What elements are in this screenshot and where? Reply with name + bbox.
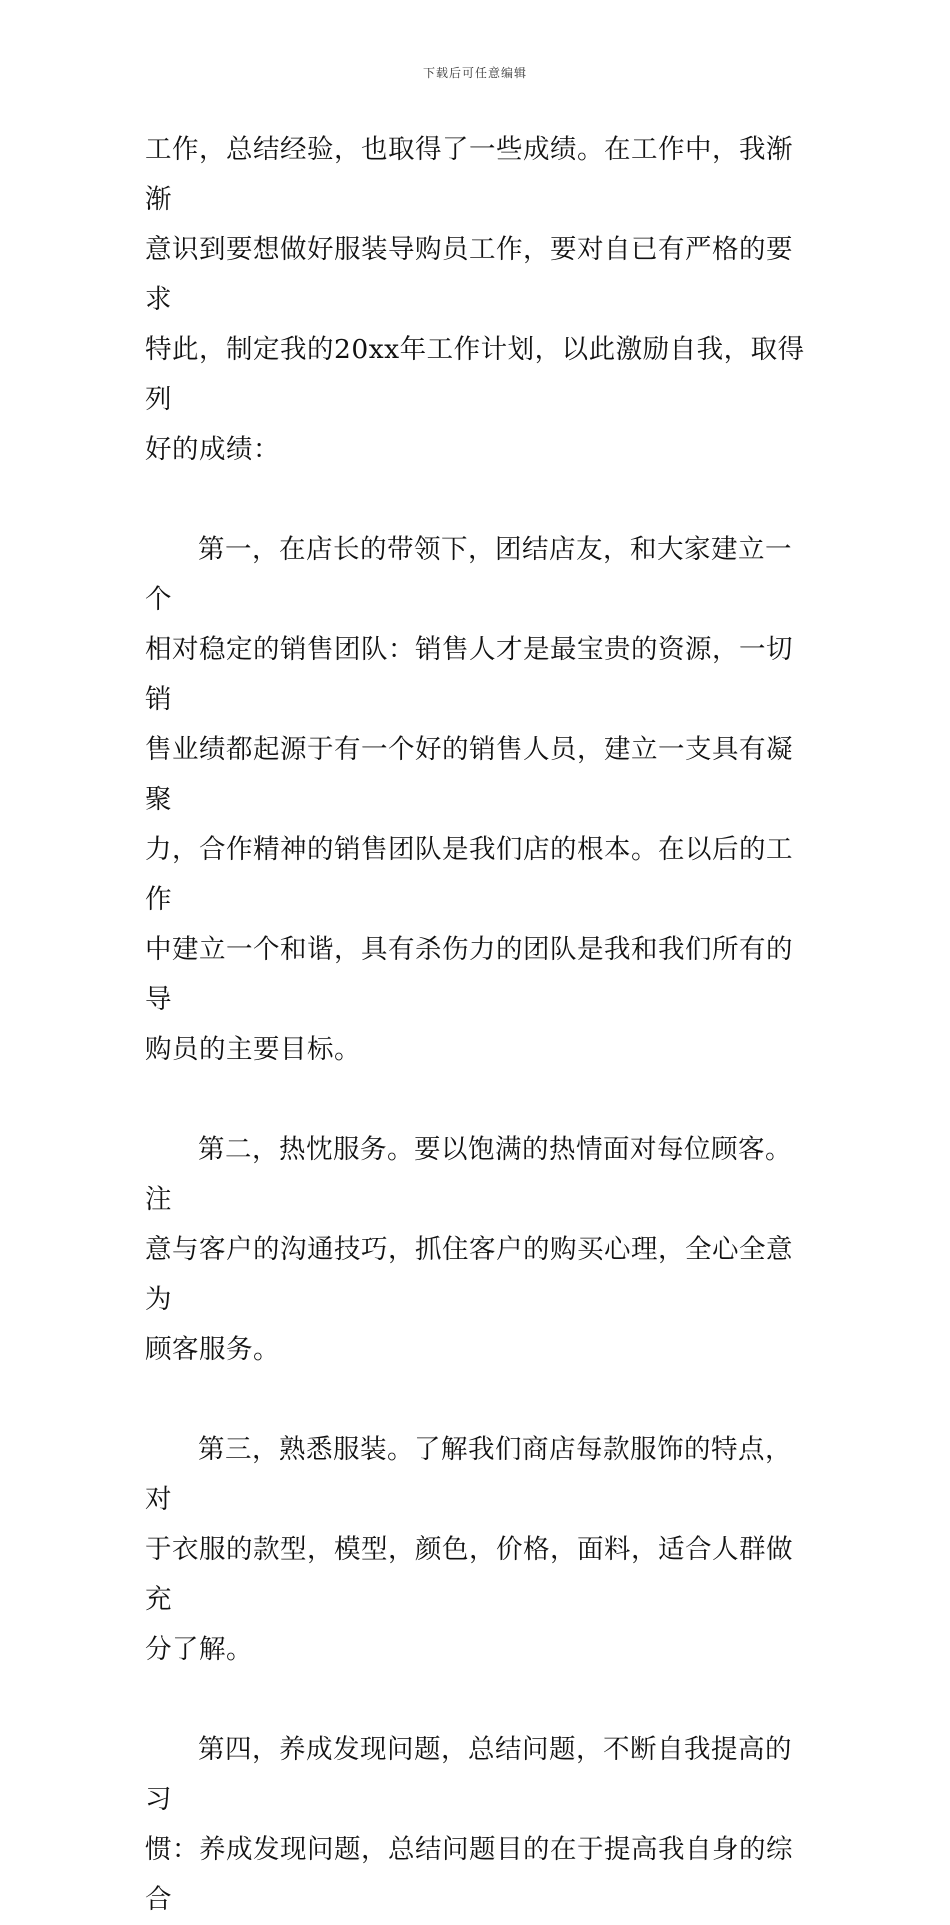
document-body <box>145 125 810 1925</box>
paragraph-first <box>145 525 810 1075</box>
paragraph-fourth <box>145 1725 810 1925</box>
text-line: 中建立一个和谐，具有杀伤力的团队是我和我们所有的导 <box>145 934 793 1015</box>
text-line: 意识到要想做好服装导购员工作，要对自已有严格的要求 <box>145 234 793 315</box>
text-line: 工作，总结经验，也取得了一些成绩。在工作中，我渐渐 <box>145 134 793 215</box>
paragraph-second <box>145 1125 810 1375</box>
text-line: 相对稳定的销售团队：销售人才是最宝贵的资源，一切销 <box>145 634 793 715</box>
text-line: 购员的主要目标。 <box>145 1034 361 1065</box>
paragraph-gap <box>145 1075 810 1125</box>
paragraph-gap <box>145 475 810 525</box>
paragraph-intro <box>145 125 810 475</box>
text-line: 第二，热忱服务。要以饱满的热情面对每位顾客。注 <box>145 1134 792 1215</box>
text-line: 特此，制定我的20xx年工作计划，以此激励自我，取得列 <box>145 334 805 415</box>
text-line: 第四，养成发现问题，总结问题，不断自我提高的习 <box>145 1734 792 1815</box>
paragraph-third <box>145 1425 810 1675</box>
text-line: 好的成绩： <box>145 434 280 465</box>
text-line: 分了解。 <box>145 1634 253 1665</box>
text-line: 售业绩都起源于有一个好的销售人员，建立一支具有凝聚 <box>145 734 793 815</box>
text-line: 于衣服的款型，模型，颜色，价格，面料，适合人群做充 <box>145 1534 793 1615</box>
paragraph-gap <box>145 1375 810 1425</box>
text-line: 第三，熟悉服装。了解我们商店每款服饰的特点，对 <box>145 1434 792 1515</box>
text-line: 力，合作精神的销售团队是我们店的根本。在以后的工作 <box>145 834 793 915</box>
text-line: 第一，在店长的带领下，团结店友，和大家建立一个 <box>145 534 792 615</box>
text-line: 意与客户的沟通技巧，抓住客户的购买心理，全心全意为 <box>145 1234 793 1315</box>
page-header: 下载后可任意编辑 <box>422 66 527 80</box>
paragraph-gap <box>145 1675 810 1725</box>
text-line: 惯：养成发现问题，总结问题目的在于提高我自身的综合 <box>145 1834 793 1915</box>
text-line: 顾客服务。 <box>145 1334 280 1365</box>
